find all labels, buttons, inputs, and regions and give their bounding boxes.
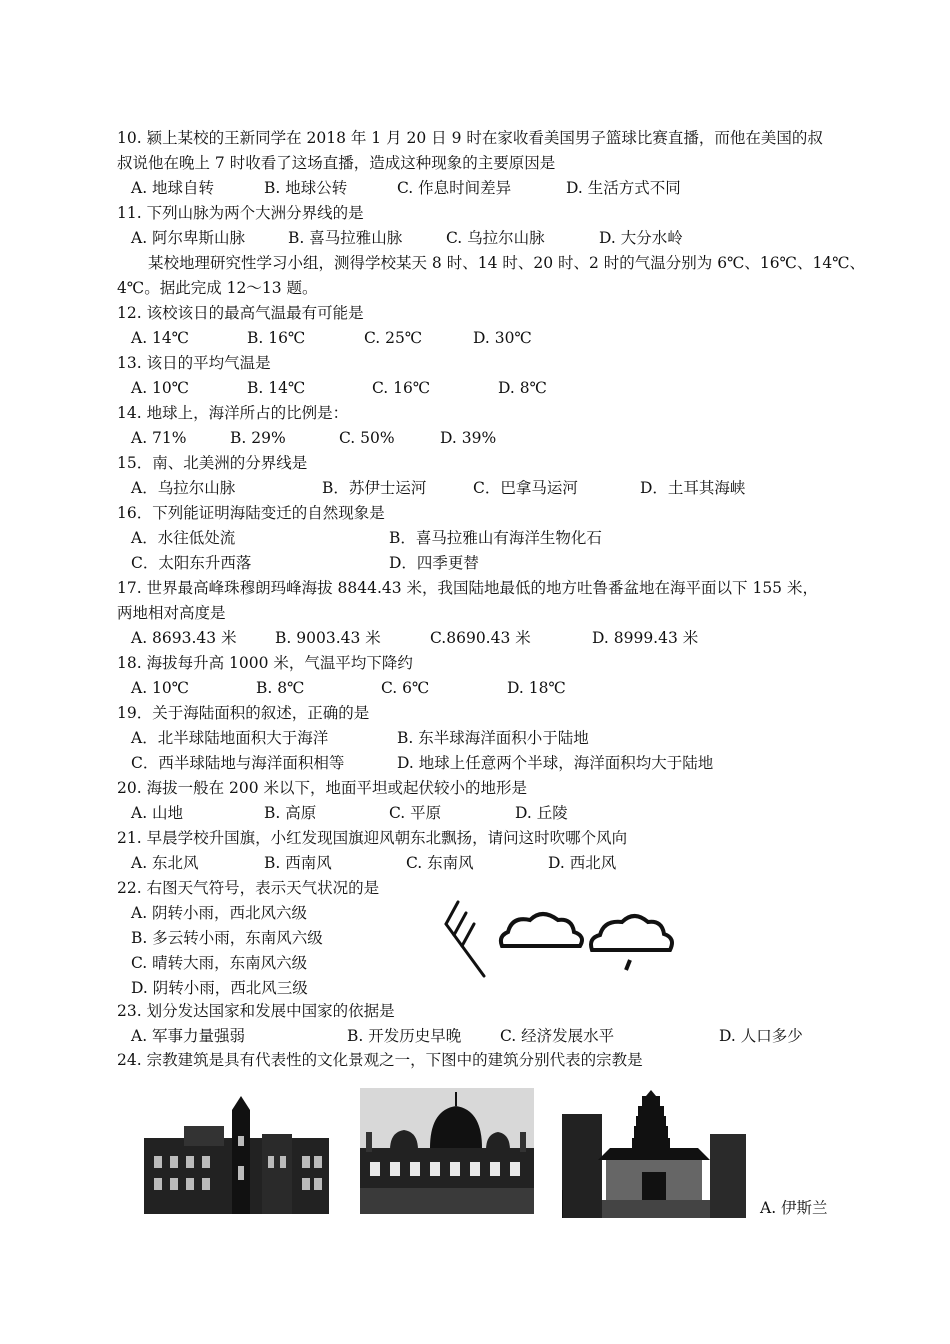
cloud-icon	[501, 914, 582, 946]
q23-option-c: C. 经济发展水平	[500, 1027, 615, 1045]
q10-option-b: B. 地球公转	[264, 179, 348, 197]
q21-option-a: A. 东北风	[131, 854, 199, 872]
q10-option-a: A. 地球自转	[131, 179, 215, 197]
church-building-image	[144, 1096, 329, 1214]
q15-option-b: B．苏伊士运河	[322, 479, 427, 497]
q19-option-b: B. 东半球海洋面积小于陆地	[397, 729, 589, 747]
q15-option-a: A．乌拉尔山脉	[131, 479, 236, 497]
q14-option-d: D. 39%	[440, 429, 497, 447]
q12-option-d: D. 30℃	[473, 329, 532, 347]
q20-option-d: D. 丘陵	[515, 804, 568, 822]
q23-option-b: B. 开发历史早晚	[347, 1027, 462, 1045]
q18-option-a: A. 10℃	[131, 679, 190, 697]
q16-option-a: A．水往低处流	[131, 529, 236, 547]
q19-option-d: D. 地球上任意两个半球，海洋面积均大于陆地	[397, 754, 714, 772]
q20-option-c: C. 平原	[389, 804, 442, 822]
q10-option-d: D. 生活方式不同	[566, 179, 681, 197]
wind-barb-2	[454, 913, 466, 935]
rain-cloud-icon	[591, 916, 672, 950]
q17-option-a: A. 8693.43 米	[131, 629, 237, 647]
q22-option-d: D. 阴转小雨，西北风三级	[131, 979, 308, 997]
q21-option-d: D. 西北风	[548, 854, 617, 872]
q11-option-b: B. 喜马拉雅山脉	[288, 229, 403, 247]
q16-option-b: B．喜马拉雅山有海洋生物化石	[389, 529, 602, 547]
question-14: 14. 地球上，海洋所占的比例是：	[117, 404, 349, 422]
q20-option-b: B. 高原	[264, 804, 317, 822]
q22-option-b: B. 多云转小雨，东南风六级	[131, 929, 323, 947]
q13-option-c: C. 16℃	[372, 379, 431, 397]
q20-option-a: A. 山地	[131, 804, 184, 822]
q10-option-c: C. 作息时间差异	[397, 179, 512, 197]
q11-option-c: C. 乌拉尔山脉	[446, 229, 545, 247]
q13-option-d: D. 8℃	[498, 379, 547, 397]
pagoda-temple-image	[562, 1090, 746, 1218]
q17-option-c: C.8690.43 米	[430, 629, 531, 647]
question-19: 19．关于海陆面积的叙述，正确的是	[117, 704, 370, 722]
q12-option-a: A. 14℃	[131, 329, 190, 347]
question-16: 16．下列能证明海陆变迁的自然现象是	[117, 504, 385, 522]
q18-option-d: D. 18℃	[507, 679, 566, 697]
wind-barb-3	[462, 924, 474, 946]
question-13: 13. 该日的平均气温是	[117, 354, 271, 372]
question-20: 20. 海拔一般在 200 米以下，地面平坦或起伏较小的地形是	[117, 779, 528, 797]
q14-option-a: A. 71%	[131, 429, 187, 447]
q21-option-b: B. 西南风	[264, 854, 332, 872]
question-11: 11. 下列山脉为两个大洲分界线的是	[117, 204, 364, 222]
intro-line-2: 4℃。据此完成 12～13 题。	[117, 279, 318, 297]
q23-option-d: D. 人口多少	[719, 1027, 803, 1045]
question-18: 18. 海拔每升高 1000 米，气温平均下降约	[117, 654, 413, 672]
question-24: 24. 宗教建筑是具有代表性的文化景观之一，下图中的建筑分别代表的宗教是	[117, 1051, 643, 1069]
q15-option-c: C．巴拿马运河	[473, 479, 578, 497]
q16-option-c: C．太阳东升西落	[131, 554, 252, 572]
wind-shaft	[446, 924, 484, 976]
weather-symbol-icon	[440, 898, 680, 983]
q12-option-c: C. 25℃	[364, 329, 423, 347]
q16-option-d: D．四季更替	[389, 554, 479, 572]
question-15: 15．南、北美洲的分界线是	[117, 454, 308, 472]
q13-option-a: A. 10℃	[131, 379, 190, 397]
q19-option-a: A．北半球陆地面积大于海洋	[131, 729, 329, 747]
q11-option-d: D. 大分水岭	[599, 229, 683, 247]
q11-option-a: A. 阿尔卑斯山脉	[131, 229, 246, 247]
wind-barb-1	[446, 902, 458, 924]
q14-option-c: C. 50%	[339, 429, 395, 447]
q18-option-b: B. 8℃	[256, 679, 305, 697]
question-17-line-1: 17. 世界最高峰珠穆朗玛峰海拔 8844.43 米，我国陆地最低的地方吐鲁番盆地在海平面以下 155 米，	[117, 579, 818, 597]
q23-option-a: A. 军事力量强弱	[131, 1027, 246, 1045]
q17-option-d: D. 8999.43 米	[592, 629, 699, 647]
question-22: 22. 右图天气符号，表示天气状况的是	[117, 879, 380, 897]
question-10-line-1: 10. 颍上某校的王新同学在 2018 年 1 月 20 日 9 时在家收看美国男子篮球比赛直播，而他在美国的叔	[117, 129, 823, 147]
q19-option-c: C．西半球陆地与海洋面积相等	[131, 754, 345, 772]
question-21: 21. 早晨学校升国旗，小红发现国旗迎风朝东北飘扬，请问这时吹哪个风向	[117, 829, 628, 847]
q17-option-b: B. 9003.43 米	[275, 629, 381, 647]
question-12: 12. 该校该日的最高气温最有可能是	[117, 304, 364, 322]
q15-option-d: D．土耳其海峡	[640, 479, 746, 497]
question-23: 23. 划分发达国家和发展中国家的依据是	[117, 1002, 395, 1020]
q13-option-b: B. 14℃	[247, 379, 306, 397]
mosque-building-image	[360, 1088, 534, 1214]
q14-option-b: B. 29%	[230, 429, 286, 447]
question-17-line-2: 两地相对高度是	[117, 604, 226, 622]
intro-line-1: 某校地理研究性学习小组，测得学校某天 8 时、14 时、20 时、2 时的气温分别为 6℃、16℃、14℃、	[148, 254, 866, 272]
q22-option-a: A. 阴转小雨，西北风六级	[131, 904, 308, 922]
q22-option-c: C. 晴转大雨，东南风六级	[131, 954, 308, 972]
q18-option-c: C. 6℃	[381, 679, 430, 697]
q24-option-a: A. 伊斯兰	[760, 1199, 828, 1217]
question-10-line-2: 叔说他在晚上 7 时收看了这场直播，造成这种现象的主要原因是	[117, 154, 556, 172]
q12-option-b: B. 16℃	[247, 329, 306, 347]
raindrop-icon	[626, 960, 630, 970]
q21-option-c: C. 东南风	[406, 854, 474, 872]
